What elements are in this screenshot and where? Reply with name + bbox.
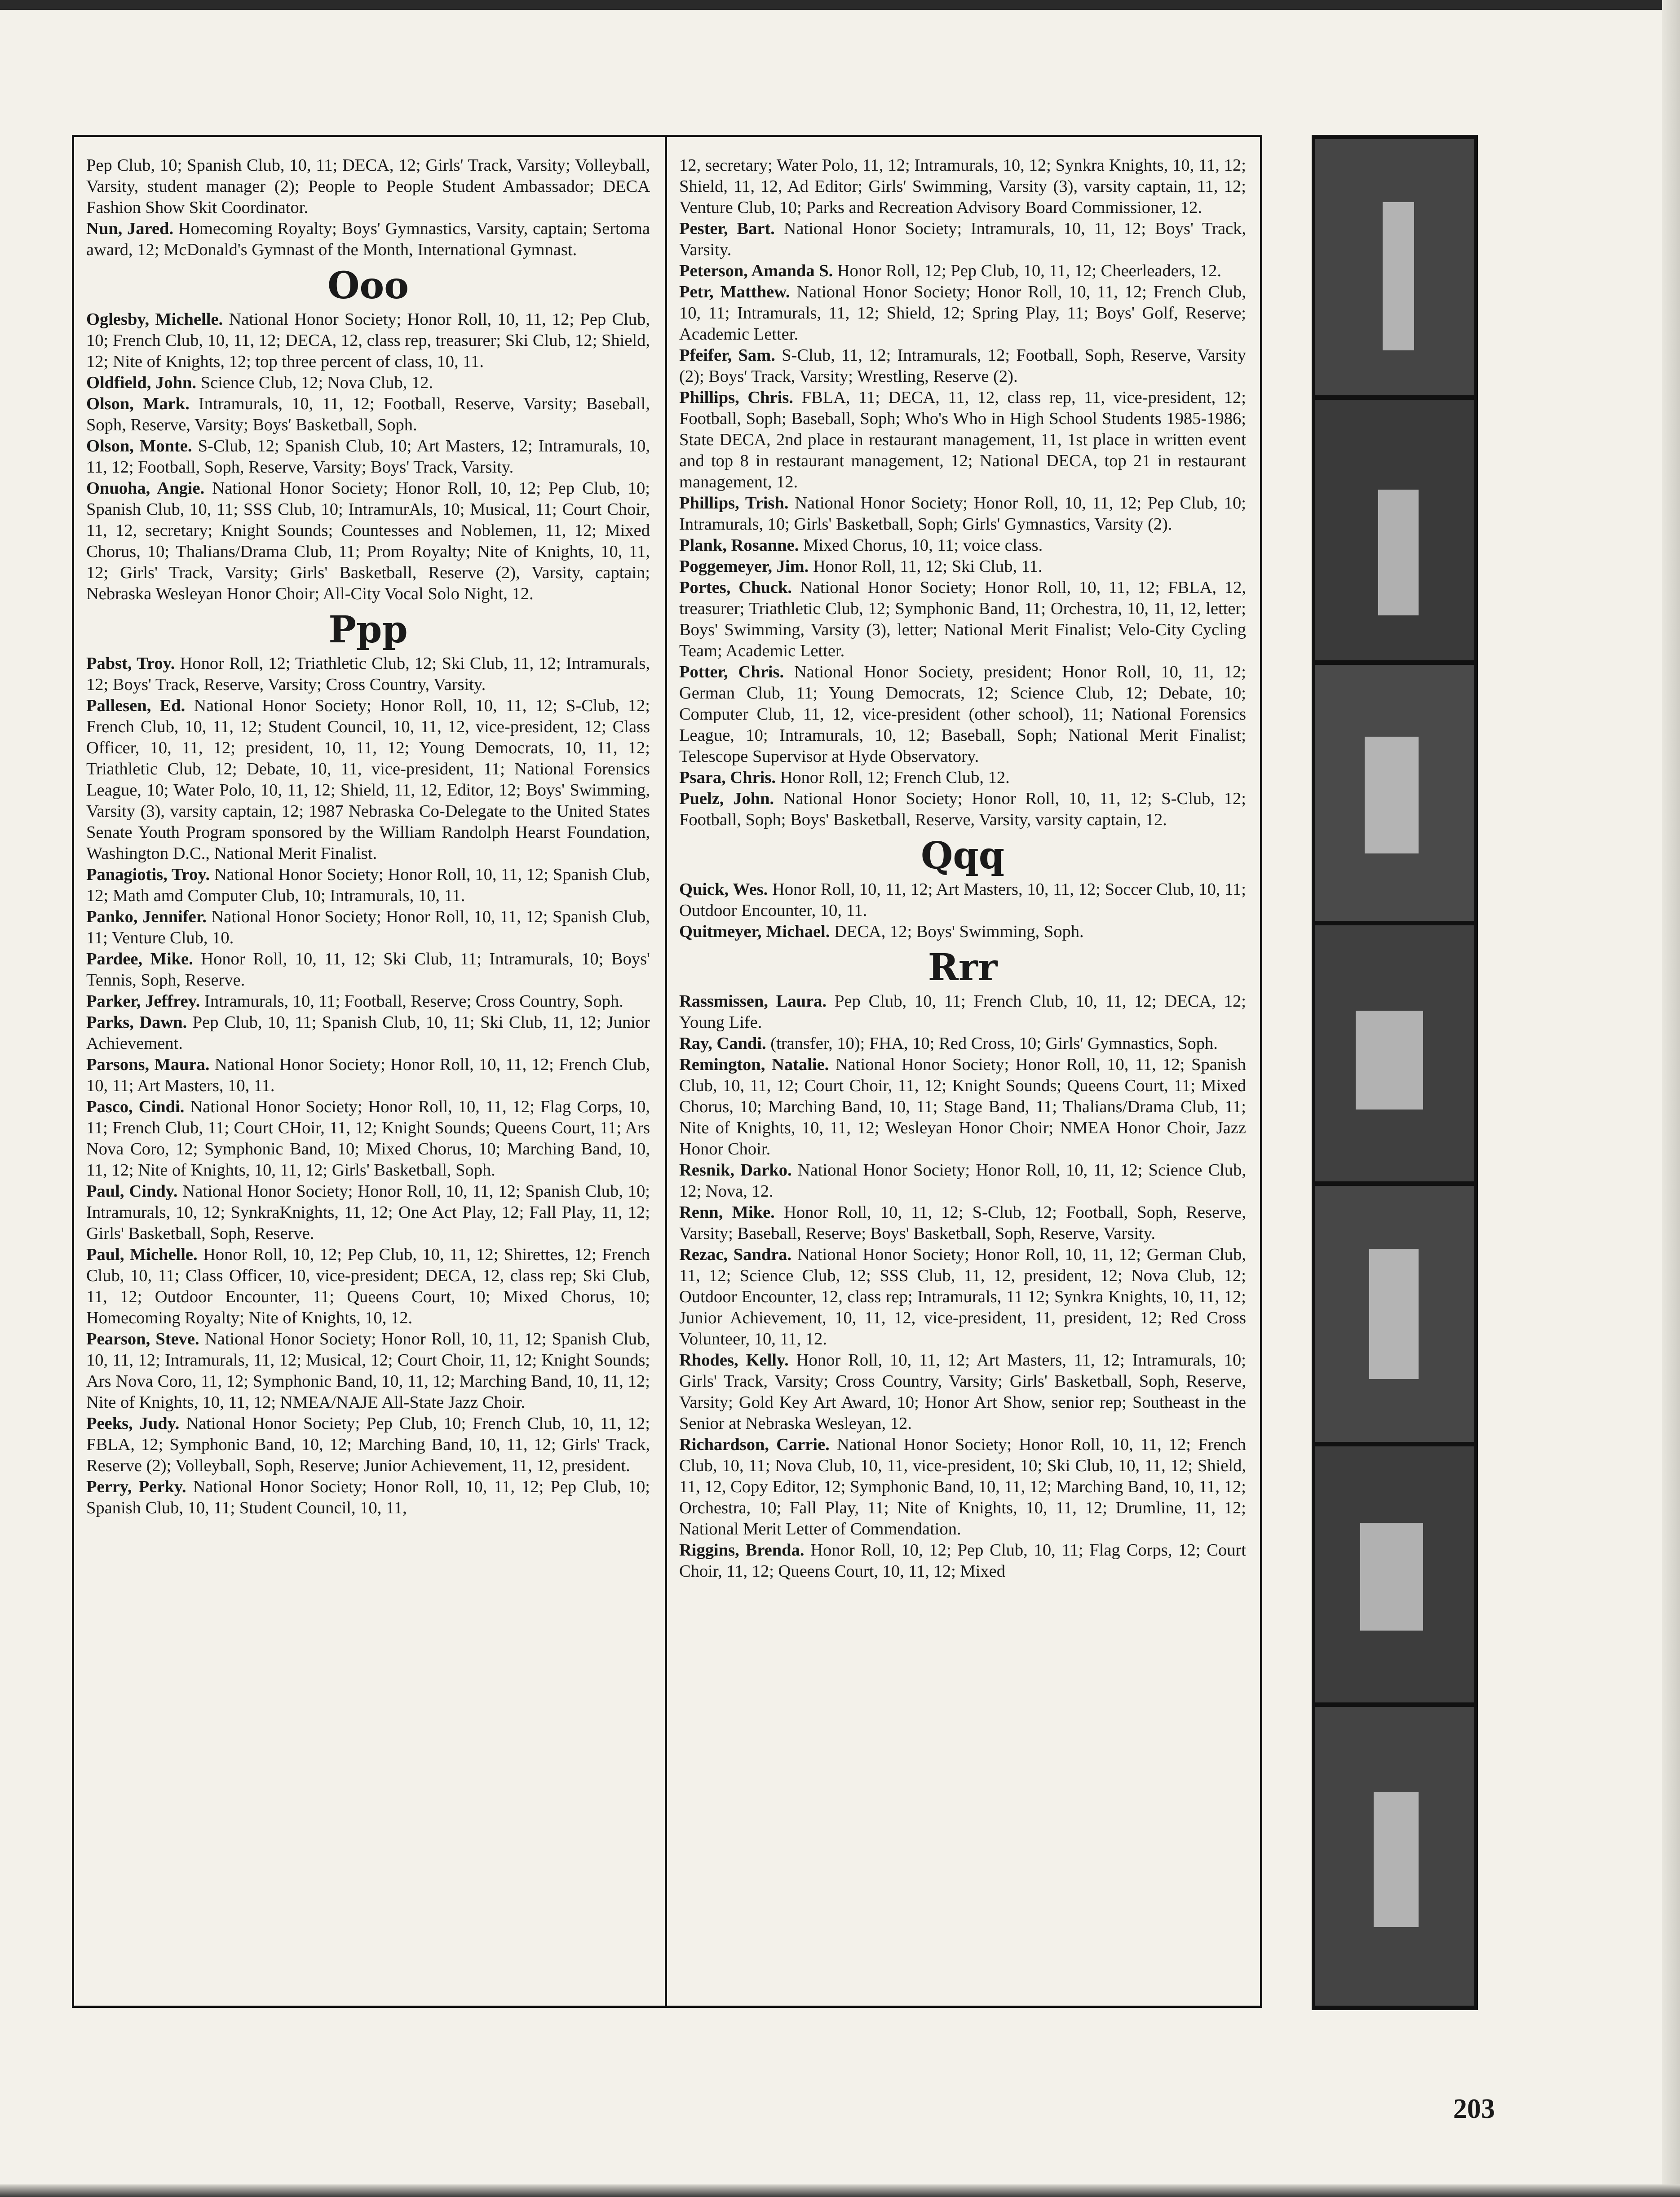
- entry-activities: National Honor Society; Pep Club, 10; French Club, 10, 11, 12; FBLA, 12; Symphonic Band, 10, 12; Marching Band, 10, 11, 12; Girls' Track, Reserve (2); Volleyball, Soph, Reserve; Junior Achievement, 11, 12, president.: [86, 1414, 650, 1475]
- entry-activities: Intramurals, 10, 11; Football, Reserve; Cross Country, Soph.: [200, 992, 623, 1011]
- entry-activities: DECA, 12; Boys' Swimming, Soph.: [830, 922, 1084, 941]
- student-name: Pester, Bart.: [679, 219, 775, 238]
- student-name: Pasco, Cindi.: [86, 1097, 185, 1116]
- student-name: Ray, Candi.: [679, 1034, 766, 1053]
- page-edge-right: [1662, 0, 1680, 2197]
- student-name: Resnik, Darko.: [679, 1161, 792, 1180]
- student-entry: [679, 1244, 1246, 1350]
- student-name: Perry, Perky.: [86, 1477, 186, 1496]
- entry-activities: Pep Club, 10; Spanish Club, 10, 11; DECA, 12; Girls' Track, Varsity; Volleyball, Varsity, student manager (2); People to People Student Ambassador; DECA Fashion Show Skit Coordinator.: [86, 156, 650, 217]
- entry-activities: Honor Roll, 10, 11, 12; Ski Club, 11; Intramurals, 10; Boys' Tennis, Soph, Reserve.: [86, 950, 650, 990]
- student-name: Olson, Mark.: [86, 394, 190, 413]
- student-name: Parker, Jeffrey.: [86, 992, 200, 1011]
- student-entry: [86, 155, 650, 218]
- photo-speaker-seated: [1315, 139, 1474, 395]
- student-name: Psara, Chris.: [679, 768, 776, 787]
- student-entry: [86, 653, 650, 695]
- entry-activities: National Honor Society; Honor Roll, 10, 11, 12; French Club, 10, 11; Nova Club, 10, 11, vice-president, 10; Ski Club, 10, 11, 12; Shield, 11, 12, Copy Editor, 12; Symphonic Band, 10, 11, 12; Marching Band, 10, 11, 12; Orchestra, 10; Fall Play, 11; Nite of Knights, 10, 11, 12; Drumline, 11, 12; National Merit Letter of Commendation.: [679, 1435, 1246, 1538]
- student-entry: [679, 1033, 1246, 1054]
- student-entry: [86, 309, 650, 372]
- entry-activities: National Honor Society; Honor Roll, 10, 11, 12; Pep Club, 10; French Club, 10, 11, 12; DECA, 12, class rep, treasurer; Ski Club, 12; Shield, 12; Nite of Knights, 12; top three percent of class, 10, 11.: [86, 310, 650, 371]
- scan-top-edge: [0, 0, 1680, 10]
- student-name: Renn, Mike.: [679, 1203, 775, 1222]
- student-name: Onuoha, Angie.: [86, 479, 205, 498]
- student-entry: [679, 387, 1246, 493]
- student-name: Panagiotis, Troy.: [86, 865, 210, 884]
- entry-activities: National Honor Society; Honor Roll, 10, 11, 12; Spanish Club, 10; Intramurals, 10, 12; SynkraKnights, 11, 12; One Act Play, 12; Fall Play, 11, 12; Girls' Basketball, Soph, Reserve.: [86, 1182, 650, 1243]
- student-name: Richardson, Carrie.: [679, 1435, 830, 1454]
- entry-activities: Science Club, 12; Nova Club, 12.: [196, 373, 433, 392]
- student-entry: [679, 1160, 1246, 1202]
- student-entry: [679, 1434, 1246, 1540]
- student-name: Rhodes, Kelly.: [679, 1351, 789, 1370]
- student-name: Riggins, Brenda.: [679, 1541, 805, 1560]
- entry-activities: National Honor Society; Honor Roll, 10, 11, 12; French Club, 10, 11; Art Masters, 10, 11.: [86, 1055, 650, 1095]
- entry-activities: Honor Roll, 12; Triathletic Club, 12; Ski Club, 11, 12; Intramurals, 12; Boys' Track, Reserve, Varsity; Cross Country, Varsity.: [86, 654, 650, 694]
- student-entry: [679, 535, 1246, 556]
- student-name: Portes, Chuck.: [679, 578, 792, 597]
- student-entry: [679, 788, 1246, 831]
- student-entry: [679, 261, 1246, 282]
- student-entry: [679, 556, 1246, 577]
- entry-activities: Honor Roll, 11, 12; Ski Club, 11.: [809, 557, 1043, 576]
- student-entry: [679, 1054, 1246, 1160]
- student-name: Remington, Natalie.: [679, 1055, 829, 1074]
- column-divider: [665, 135, 667, 2008]
- entry-activities: Honor Roll, 12; French Club, 12.: [775, 768, 1010, 787]
- student-name: Poggemeyer, Jim.: [679, 557, 809, 576]
- student-entry: [86, 372, 650, 393]
- student-entry: [86, 1329, 650, 1413]
- entry-activities: Honor Roll, 10, 11, 12; S-Club, 12; Football, Soph, Reserve, Varsity; Baseball, Reserve; Boys' Basketball, Soph, Reserve, Varsity.: [679, 1203, 1246, 1243]
- student-entry: [86, 1012, 650, 1054]
- entry-activities: Honor Roll, 12; Pep Club, 10, 11, 12; Cheerleaders, 12.: [833, 261, 1221, 280]
- student-name: Pabst, Troy.: [86, 654, 175, 673]
- student-name: Rezac, Sandra.: [679, 1245, 792, 1264]
- entry-activities: Homecoming Royalty; Boys' Gymnastics, Varsity, captain; Sertoma award, 12; McDonald's Gymnast of the Month, International Gymnast.: [86, 219, 650, 259]
- photo-crowd-3: [1315, 1186, 1474, 1442]
- student-name: Paul, Cindy.: [86, 1182, 178, 1201]
- page-number: 203: [1453, 2094, 1495, 2124]
- entry-activities: National Honor Society; Honor Roll, 10, 11, 12; S-Club, 12; Football, Soph; Boys' Basketball, Reserve, Varsity, varsity captain, 12.: [679, 789, 1246, 829]
- student-entry: [679, 345, 1246, 387]
- student-name: Pearson, Steve.: [86, 1330, 199, 1348]
- student-entry: [86, 1476, 650, 1519]
- left-column: [86, 155, 650, 1997]
- entry-activities: Pep Club, 10, 11; French Club, 10, 11, 12; DECA, 12; Young Life.: [679, 992, 1246, 1032]
- student-name: Pardee, Mike.: [86, 950, 193, 968]
- student-entry: [86, 906, 650, 949]
- student-entry: [86, 1413, 650, 1476]
- student-entry: [86, 436, 650, 478]
- entry-activities: Honor Roll, 10, 12; Pep Club, 10, 11, 12; Shirettes, 12; French Club, 10, 11; Class Officer, 10, vice-president; DECA, 12, class rep; Ski Club, 11, 12; Outdoor Encounter, 11; Queens Court, 10; Mixed Chorus, 10; Homecoming Royalty; Nite of Knights, 10, 12.: [86, 1245, 650, 1327]
- student-name: Potter, Chris.: [679, 663, 784, 681]
- student-name: Pallesen, Ed.: [86, 696, 186, 715]
- student-name: Oglesby, Michelle.: [86, 310, 223, 329]
- section-letter-heading: Ooo: [327, 264, 409, 307]
- entry-activities: National Honor Society; Honor Roll, 10, 12; Pep Club, 10; Spanish Club, 10, 11; SSS Club, 10; IntramurAls, 10; Musical, 11; Court Choir, 11, 12, secretary; Knight Sounds; Countesses and Noblemen, 11, 12; Mixed Chorus, 10; Thalians/Drama Club, 11; Prom Royalty; Nite of Knights, 10, 11, 12; Girls' Track, Varsity; Girls' Basketball, Reserve (2), Varsity, captain; Nebraska Wesleyan Honor Choir; All-City Vocal Solo Night, 12.: [86, 479, 650, 603]
- entry-activities: S-Club, 11, 12; Intramurals, 12; Football, Soph, Reserve, Varsity (2); Boys' Track, Varsity; Wrestling, Reserve (2).: [679, 346, 1246, 386]
- student-name: Phillips, Trish.: [679, 494, 789, 513]
- student-entry: [679, 1202, 1246, 1244]
- entry-activities: Pep Club, 10, 11; Spanish Club, 10, 11; Ski Club, 11, 12; Junior Achievement.: [86, 1013, 650, 1053]
- student-name: Parks, Dawn.: [86, 1013, 187, 1032]
- student-entry: [86, 991, 650, 1012]
- student-entry: [86, 1096, 650, 1181]
- entry-activities: National Honor Society, president; Honor Roll, 10, 11, 12; German Club, 11; Young Democrats, 12; Science Club, 12; Debate, 10; Computer Club, 11, 12, vice-president (other school), 11; National Forensics League, 10; Intramurals, 10, 12; Baseball, Soph; National Merit Finalist; Telescope Supervisor at Hyde Observatory.: [679, 663, 1246, 766]
- student-name: Paul, Michelle.: [86, 1245, 198, 1264]
- entry-activities: National Honor Society; Honor Roll, 10, 11, 12; German Club, 11, 12; Science Club, 12; SSS Club, 11, 12, president, 12; Nova Club, 12; Outdoor Encounter, 12, class rep; Intramurals, 11 12; Synkra Knights, 10, 11, 12; Junior Achievement, 10, 11, 12, vice-president, 11, president, 12; Red Cross Volunteer, 10, 11, 12.: [679, 1245, 1246, 1348]
- student-entry: [679, 493, 1246, 535]
- photo-crowd-4: [1315, 1446, 1474, 1702]
- student-name: Oldfield, John.: [86, 373, 196, 392]
- student-entry: [86, 864, 650, 906]
- entry-activities: National Honor Society; Intramurals, 10, 11, 12; Boys' Track, Varsity.: [679, 219, 1246, 259]
- student-entry: [679, 921, 1246, 942]
- entry-activities: 12, secretary; Water Polo, 11, 12; Intramurals, 10, 12; Synkra Knights, 10, 11, 12; Shield, 11, 12, Ad Editor; Girls' Swimming, Varsity (3), varsity captain, 11, 12; Venture Club, 10; Parks and Recreation Advisory Board Commissioner, 12.: [679, 156, 1246, 217]
- student-name: Peeks, Judy.: [86, 1414, 180, 1433]
- entry-activities: National Honor Society; Honor Roll, 10, 11, 12; Pep Club, 10; Intramurals, 10; Girls' Basketball, Soph; Girls' Gymnastics, Varsity (2).: [679, 494, 1246, 534]
- student-entry: [86, 393, 650, 436]
- student-name: Phillips, Chris.: [679, 388, 793, 407]
- entry-activities: National Honor Society; Honor Roll, 10, 11, 12; Pep Club, 10; Spanish Club, 10, 11; Student Council, 10, 11,: [86, 1477, 650, 1517]
- student-entry: [679, 767, 1246, 788]
- student-name: Quitmeyer, Michael.: [679, 922, 830, 941]
- student-name: Puelz, John.: [679, 789, 774, 808]
- student-entry: [679, 218, 1246, 261]
- section-letter-heading: Ppp: [328, 608, 408, 651]
- student-entry: [86, 218, 650, 261]
- entry-activities: National Honor Society; Honor Roll, 10, 11, 12; French Club, 10, 11; Intramurals, 11, 12; Shield, 12; Spring Play, 11; Boys' Golf, Reserve; Academic Letter.: [679, 283, 1246, 344]
- entry-activities: Honor Roll, 10, 11, 12; Art Masters, 11, 12; Intramurals, 10; Girls' Track, Varsity; Cross Country, Varsity; Girls' Basketball, Soph, Reserve, Varsity; Gold Key Art Award, 10; Honor Art Show, senior rep; Southeast in the Senior at Nebraska Wesleyan, 12.: [679, 1351, 1246, 1433]
- entry-activities: FBLA, 11; DECA, 11, 12, class rep, 11, vice-president, 12; Football, Soph; Baseball, Soph; Who's Who in High School Students 1985-1986; State DECA, 2nd place in restaurant management, 11, 1st place in written event and top 8 in restaurant management, 12; National DECA, top 21 in restaurant management, 12.: [679, 388, 1246, 491]
- entry-activities: Mixed Chorus, 10, 11; voice class.: [799, 536, 1043, 555]
- photo-filmstrip: [1312, 135, 1478, 2010]
- photo-crowd-2: [1315, 925, 1474, 1181]
- student-entry: [679, 991, 1246, 1033]
- student-name: Peterson, Amanda S.: [679, 261, 833, 280]
- student-name: Panko, Jennifer.: [86, 907, 207, 926]
- entry-activities: Honor Roll, 10, 12; Pep Club, 10, 11; Flag Corps, 12; Court Choir, 11, 12; Queens Court, 10, 11, 12; Mixed: [679, 1541, 1246, 1581]
- photo-podium-flowers: [1315, 400, 1474, 660]
- student-entry: [86, 949, 650, 991]
- entry-activities: National Honor Society; Honor Roll, 10, 11, 12; Spanish Club, 12; Math amd Computer Club, 10; Intramurals, 10, 11.: [86, 865, 650, 905]
- section-letter-heading: Rrr: [928, 946, 998, 989]
- photo-crowd-1: [1315, 665, 1474, 921]
- student-entry: [679, 1350, 1246, 1434]
- entry-activities: National Honor Society; Honor Roll, 10, 11, 12; Spanish Club, 11; Venture Club, 10.: [86, 907, 650, 947]
- entry-activities: National Honor Society; Honor Roll, 10, 11, 12; Spanish Club, 10, 11, 12; Court Choir, 11, 12; Knight Sounds; Queens Court, 11; Mixed Chorus, 10; Marching Band, 10, 11; Stage Band, 11; Thalians/Drama Club, 11; Nite of Knights, 10, 11, 12; Wesleyan Honor Choir; NMEA Honor Choir, Jazz Honor Choir.: [679, 1055, 1246, 1158]
- student-entry: [86, 1244, 650, 1329]
- student-entry: [86, 478, 650, 605]
- student-name: Quick, Wes.: [679, 880, 768, 899]
- student-name: Parsons, Maura.: [86, 1055, 210, 1074]
- entry-activities: National Honor Society; Honor Roll, 10, 11, 12; Spanish Club, 10, 11, 12; Intramurals, 11, 12; Musical, 12; Court Choir, 11, 12; Knight Sounds; Ars Nova Coro, 11, 12; Symphonic Band, 10, 11, 12; Marching Band, 10, 11, 12; Nite of Knights, 10, 11, 12; NMEA/NAJE All-State Jazz Choir.: [86, 1330, 650, 1412]
- student-entry: [86, 1054, 650, 1096]
- student-name: Olson, Monte.: [86, 437, 192, 455]
- student-name: Pfeifer, Sam.: [679, 346, 775, 365]
- student-name: Petr, Matthew.: [679, 283, 790, 301]
- student-entry: [86, 1181, 650, 1244]
- photo-crowd-5: [1315, 1707, 1474, 2006]
- student-entry: [679, 577, 1246, 662]
- entry-activities: Intramurals, 10, 11, 12; Football, Reserve, Varsity; Baseball, Soph, Reserve, Varsity; Boys' Basketball, Soph.: [86, 394, 650, 434]
- entry-activities: National Honor Society; Honor Roll, 10, 11, 12; S-Club, 12; French Club, 10, 11, 12; Student Council, 10, 11, 12, vice-president, 12; Class Officer, 10, 11, 12; president, 10, 11, 12; Young Democrats, 10, 11, 12; Triathletic Club, 12; Debate, 10, 11, vice-president, 11; National Forensics League, 10; Water Polo, 10, 11, 12; Shield, 11, 12, Editor, 12; Boys' Swimming, Varsity (3), varsity captain, 12; 1987 Nebraska Co-Delegate to the United States Senate Youth Program sponsored by the William Randolph Hearst Foundation, Washington D.C., National Merit Finalist.: [86, 696, 650, 863]
- scan-bottom-edge: [0, 2184, 1680, 2197]
- student-entry: [679, 1540, 1246, 1582]
- student-entry: [679, 155, 1246, 218]
- student-entry: [679, 879, 1246, 921]
- entry-activities: National Honor Society; Honor Roll, 10, 11, 12; Flag Corps, 10, 11; French Club, 11; Court CHoir, 11, 12; Knight Sounds; Queens Court, 11; Ars Nova Coro, 12; Symphonic Band, 10; Mixed Chorus, 10; Marching Band, 10, 11, 12; Nite of Knights, 10, 11, 12; Girls' Basketball, Soph.: [86, 1097, 650, 1180]
- student-entry: [679, 662, 1246, 767]
- right-column: [679, 155, 1246, 1997]
- entry-activities: S-Club, 12; Spanish Club, 10; Art Masters, 12; Intramurals, 10, 11, 12; Football, Soph, Reserve, Varsity; Boys' Track, Varsity.: [86, 437, 650, 477]
- entry-activities: (transfer, 10); FHA, 10; Red Cross, 10; Girls' Gymnastics, Soph.: [766, 1034, 1218, 1053]
- student-entry: [679, 282, 1246, 345]
- student-name: Plank, Rosanne.: [679, 536, 799, 555]
- student-entry: [86, 695, 650, 864]
- entry-activities: Honor Roll, 10, 11, 12; Art Masters, 10, 11, 12; Soccer Club, 10, 11; Outdoor Encounter, 10, 11.: [679, 880, 1246, 920]
- student-name: Rassmissen, Laura.: [679, 992, 827, 1011]
- student-name: Nun, Jared.: [86, 219, 174, 238]
- entry-activities: National Honor Society; Honor Roll, 10, 11, 12; Science Club, 12; Nova, 12.: [679, 1161, 1246, 1201]
- entry-activities: National Honor Society; Honor Roll, 10, 11, 12; FBLA, 12, treasurer; Triathletic Club, 12; Symphonic Band, 11; Orchestra, 10, 11, 12, letter; Boys' Swimming, Varsity (3), letter; National Merit Finalist; Velo-City Cycling Team; Academic Letter.: [679, 578, 1246, 660]
- section-letter-heading: Qqq: [920, 834, 1005, 877]
